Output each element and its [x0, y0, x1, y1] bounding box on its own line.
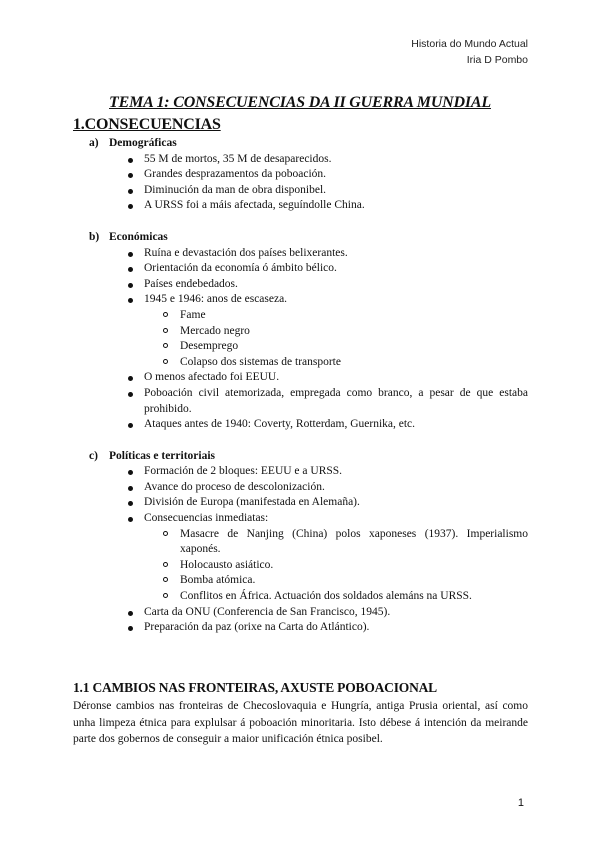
list-item: Avance do proceso de descolonización.	[73, 480, 528, 496]
list-item: 1945 e 1946: anos de escaseza.	[73, 292, 528, 308]
bullet-icon	[128, 517, 133, 522]
circle-bullet-icon	[163, 312, 168, 317]
list-item: Consecuencias inmediatas:	[73, 511, 528, 527]
bullet-icon	[128, 298, 133, 303]
bullet-icon	[128, 283, 133, 288]
circle-bullet-icon	[163, 562, 168, 567]
sub-list-item: Conflitos en África. Actuación dos soldados alemáns na URSS.	[73, 589, 528, 605]
circle-bullet-icon	[163, 343, 168, 348]
bullet-icon	[128, 626, 133, 631]
list-item: 55 M de mortos, 35 M de desaparecidos.	[73, 152, 528, 168]
section-paragraph: Déronse cambios nas fronteiras de Checoslovaquia e Hungría, antiga Prusia oriental, así como unha limpeza étnica para explulsar á poboación minoritaria. Isto débese á intención da meirande parte dos gobernos de conseguir a maior unificación étnica posibel.	[73, 700, 528, 745]
bullet-icon	[128, 423, 133, 428]
course-name: Historia do Mundo Actual	[411, 38, 528, 50]
sub-list-item: Fame	[73, 308, 528, 324]
subsection-label: Políticas e territoriais	[109, 449, 216, 462]
document-title: TEMA 1: CONSECUENCIAS DA II GUERRA MUNDIAL	[109, 94, 491, 111]
list-item: Preparación da paz (orixe na Carta do Atlántico).	[73, 620, 528, 636]
sub-list-item: Colapso dos sistemas de transporte	[73, 355, 528, 371]
subsection-letter: a)	[89, 137, 99, 149]
sub-list-item: Mercado negro	[73, 324, 528, 340]
page-number: 1	[517, 797, 524, 809]
subsection-heading-demograficas	[73, 136, 528, 152]
author-name: Iria D Pombo	[466, 54, 528, 66]
circle-bullet-icon	[163, 359, 168, 364]
list-item: Grandes desprazamentos da poboación.	[73, 167, 528, 183]
bullet-icon	[128, 173, 133, 178]
politicas-list	[73, 464, 528, 636]
subsection-heading-economicas	[73, 230, 528, 246]
demograficas-list	[73, 152, 528, 214]
section-heading-cambios-fronteiras: 1.1 CAMBIOS NAS FRONTEIRAS, AXUSTE POBOACIONAL	[73, 680, 437, 695]
bullet-icon	[128, 204, 133, 209]
bullet-icon	[128, 252, 133, 257]
list-item: Ruína e devastación dos países belixerantes.	[73, 246, 528, 262]
bullet-icon	[128, 267, 133, 272]
subsection-letter: b)	[89, 230, 100, 243]
sub-list-item: Masacre de Nanjing (China) polos xaponeses (1937). Imperialismo xaponés.	[73, 527, 528, 558]
subsection-label: Demográficas	[109, 137, 177, 149]
bullet-icon	[128, 158, 133, 163]
sub-list-item: Desemprego	[73, 339, 528, 355]
sub-list-item: Holocausto asiático.	[73, 558, 528, 574]
page-header	[411, 36, 528, 68]
list-item: Formación de 2 bloques: EEUU e a URSS.	[73, 464, 528, 480]
bullet-icon	[128, 470, 133, 475]
circle-bullet-icon	[163, 577, 168, 582]
section-heading-consecuencias: 1.CONSECUENCIAS	[73, 116, 221, 133]
list-item: Carta da ONU (Conferencia de San Francisco, 1945).	[73, 605, 528, 621]
list-item: O menos afectado foi EEUU.	[73, 370, 528, 386]
section-content	[73, 136, 528, 636]
subsection-label: Económicas	[109, 230, 168, 243]
list-item: A URSS foi a máis afectada, seguíndolle China.	[73, 198, 528, 214]
list-item: Poboación civil atemorizada, empregada como branco, a pesar de que estaba prohibido.	[73, 386, 528, 417]
bullet-icon	[128, 376, 133, 381]
subsection-heading-politicas	[73, 449, 528, 465]
circle-bullet-icon	[163, 593, 168, 598]
list-item: Orientación da economía ó ámbito bélico.	[73, 261, 528, 277]
list-item: Diminución da man de obra disponibel.	[73, 183, 528, 199]
list-item: División de Europa (manifestada en Alemaña).	[73, 495, 528, 511]
bullet-icon	[128, 501, 133, 506]
bullet-icon	[128, 189, 133, 194]
list-item: Ataques antes de 1940: Coverty, Rotterdam, Guernika, etc.	[73, 417, 528, 433]
sub-list-item: Bomba atómica.	[73, 573, 528, 589]
bullet-icon	[128, 611, 133, 616]
bullet-icon	[128, 486, 133, 491]
subsection-letter: c)	[89, 449, 98, 462]
circle-bullet-icon	[163, 328, 168, 333]
bullet-icon	[128, 392, 133, 397]
circle-bullet-icon	[163, 531, 168, 536]
economicas-list	[73, 246, 528, 433]
list-item: Países endebedados.	[73, 277, 528, 293]
